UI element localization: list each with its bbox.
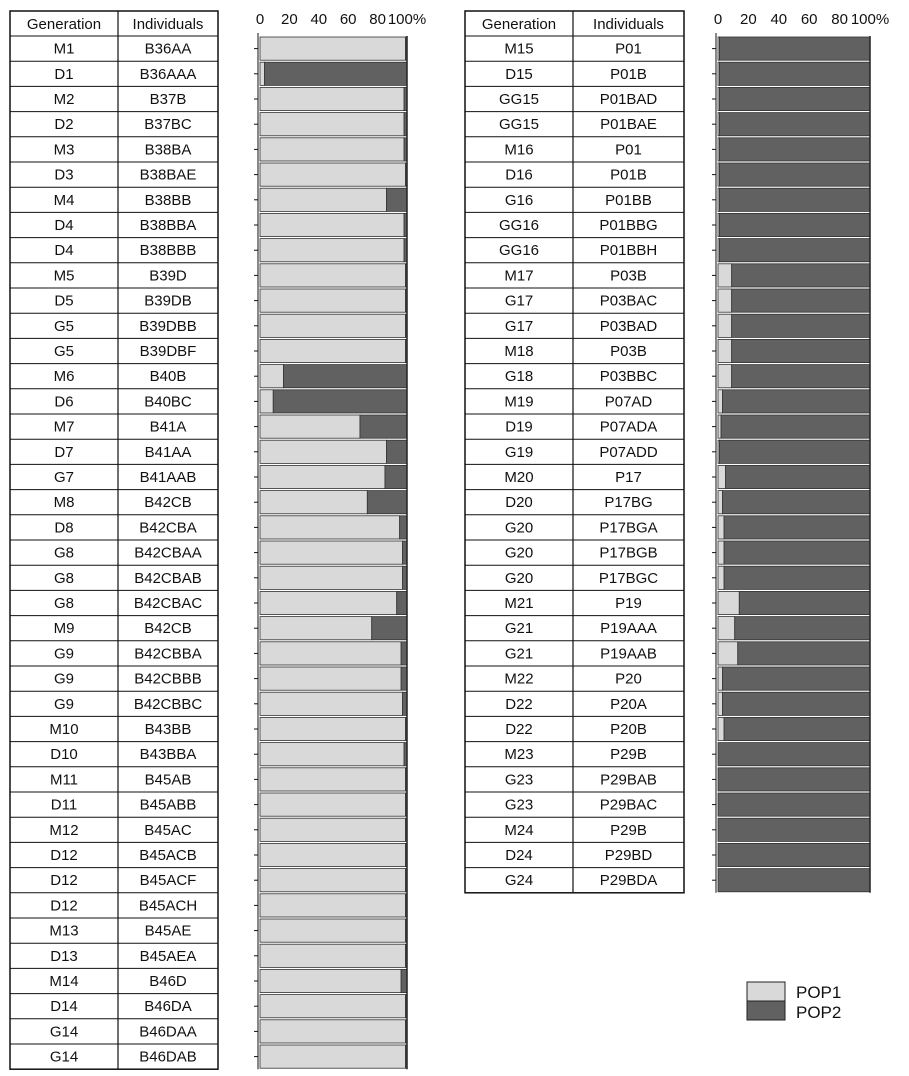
individual-cell: B46D [149,973,187,990]
bar-pop1 [718,667,723,690]
generation-cell: D10 [50,746,78,764]
individual-cell: P01BBH [599,242,658,260]
generation-cell: G5 [53,343,75,360]
header-individuals: Individuals [593,16,664,33]
generation-cell: G8 [53,595,75,612]
individual-cell: B39D [149,267,187,285]
bar-pop2 [723,692,870,715]
bar-pop1 [260,113,404,136]
individual-cell: P17 [615,469,642,486]
legend-label-pop1: POP1 [796,983,842,1002]
legend-label-pop2: POP2 [796,1003,842,1022]
bar-pop1 [718,465,726,488]
generation-cell: D12 [50,897,78,915]
individual-cell: P07ADD [599,443,658,461]
bar-pop2 [724,541,870,564]
bar-pop2 [724,566,870,589]
x-tick-label: 20 [740,11,757,28]
bar-pop2 [264,62,407,85]
generation-cell: M20 [504,469,534,486]
generation-cell: M3 [53,141,75,159]
generation-cell: G23 [504,771,534,789]
individual-cell: B38BB [144,191,192,209]
individual-cell: B45AB [144,771,192,789]
bar-pop2 [732,264,870,287]
generation-cell: M24 [504,821,534,839]
bar-pop1 [260,491,367,514]
generation-cell: D16 [505,166,533,184]
individual-cell: B45ACF [139,872,197,890]
individual-cell: B45ACB [139,847,197,864]
bar-pop1 [718,415,721,438]
legend-swatch-pop2 [747,1001,785,1020]
individual-cell: B46DA [144,998,192,1016]
generation-cell: M5 [53,267,75,285]
bar-pop2 [367,491,407,514]
bar-pop1 [260,163,406,186]
bar-pop1 [260,1020,406,1043]
bar-pop2 [720,440,870,463]
bar-pop1 [260,894,406,917]
generation-cell: G8 [53,569,75,587]
individual-cell: P03BAD [599,317,658,335]
individual-cell: P29BDA [599,872,658,890]
header-individuals: Individuals [132,16,204,33]
generation-cell: D12 [50,847,78,864]
individual-cell: P29BAB [600,771,657,789]
bar-pop2 [720,62,870,85]
bar-pop1 [260,843,406,866]
bar-pop1 [260,465,385,488]
bar-pop1 [260,415,360,438]
generation-cell: D19 [505,418,533,436]
individual-cell: B42CBBA [134,645,202,663]
generation-cell: G14 [49,1023,79,1041]
generation-cell: G20 [504,519,534,537]
generation-cell: D22 [505,721,533,738]
generation-cell: M4 [53,191,75,209]
bar-pop1 [260,188,386,211]
bar-pop2 [372,617,407,640]
generation-cell: GG16 [498,217,540,234]
bar-pop1 [260,566,403,589]
bar-pop2 [732,289,870,312]
x-tick-label: 80 [831,11,848,28]
bar-pop1 [260,87,404,110]
generation-cell: G20 [504,544,534,562]
generation-cell: G9 [53,670,75,688]
generation-cell: M7 [53,418,75,436]
generation-cell: D13 [50,947,78,965]
generation-cell: M14 [49,973,79,990]
bar-pop1 [260,944,406,967]
generation-cell: G9 [53,645,75,663]
bar-pop1 [260,62,264,85]
bar-pop1 [260,793,406,816]
individual-cell: P01BB [605,191,652,209]
generation-cell: D4 [54,242,74,260]
generation-cell: M23 [504,746,534,764]
individual-cell: B43BB [144,721,192,738]
individual-cell: P20 [615,670,642,688]
bar-pop1 [718,390,723,413]
bar-pop2 [720,37,870,60]
individual-cell: P01 [615,141,642,159]
generation-cell: D1 [54,65,74,83]
individual-cell: B42CBBC [133,695,203,713]
x-tick-label: 0 [713,11,723,28]
bar-pop2 [720,138,870,161]
bar-pop2 [732,314,870,337]
individual-cell: P01B [610,65,647,83]
generation-cell: D15 [505,65,533,83]
bar-pop1 [260,390,273,413]
individual-cell: B38BBA [139,217,197,234]
individual-cell: B45AC [144,821,192,839]
bar-pop2 [385,465,407,488]
bar-pop2 [723,390,870,413]
generation-cell: D14 [50,998,78,1016]
individual-cell: B46DAA [139,1023,197,1041]
bar-pop1 [718,314,732,337]
individual-cell: B42CBAB [134,569,202,587]
bar-pop2 [718,768,870,791]
bar-pop2 [721,415,870,438]
individual-cell: B45AEA [139,947,197,965]
generation-cell: D3 [54,166,74,184]
bar-pop1 [718,642,738,665]
generation-cell: M12 [49,821,79,839]
generation-cell: M19 [504,393,534,411]
bar-pop2 [718,818,870,841]
bar-pop2 [720,188,870,211]
bar-pop2 [284,365,407,388]
bar-pop2 [732,339,870,362]
individual-cell: P19AAB [600,645,657,663]
bar-pop1 [260,642,401,665]
bar-pop1 [260,314,406,337]
generation-cell: GG15 [498,116,540,134]
bar-pop2 [360,415,407,438]
bar-pop2 [732,365,870,388]
individual-cell: P29B [610,746,647,764]
header-generation: Generation [26,16,102,33]
generation-cell: G7 [53,469,75,486]
bar-pop2 [720,113,870,136]
legend [747,982,841,1022]
bar-pop1 [718,566,724,589]
x-tick-label: 0 [255,11,265,28]
generation-cell: D4 [54,217,74,234]
generation-cell: M8 [53,494,75,512]
generation-cell: G21 [504,645,534,663]
individual-cell: B41AA [144,443,192,461]
generation-cell: G17 [504,317,534,335]
individual-cell: B42CB [144,494,192,512]
individual-cell: B37BC [144,116,192,134]
bar-pop1 [260,617,372,640]
individual-cell: B45ACH [138,897,198,915]
generation-cell: M2 [53,91,75,108]
left-panel [10,11,426,1069]
individual-cell: B40B [149,368,187,386]
x-tick-label: 60 [800,11,818,28]
header-generation: Generation [481,16,557,33]
individual-cell: B42CB [144,620,192,638]
individual-cell: P29BD [604,847,653,864]
bar-pop2 [718,869,870,892]
individual-cell: B39DB [144,292,192,310]
bar-pop1 [260,239,404,262]
bar-pop1 [260,516,400,539]
generation-cell: G17 [504,292,534,310]
generation-cell: M16 [504,141,534,159]
generation-cell: GG15 [498,91,540,108]
individual-cell: P17BGC [598,569,659,587]
bar-pop1 [260,995,406,1018]
bar-pop2 [720,239,870,262]
generation-cell: D24 [505,847,533,864]
right-panel [465,11,889,893]
individual-cell: B46DAB [139,1048,197,1066]
bar-pop2 [400,516,407,539]
bar-pop1 [260,541,403,564]
x-tick-label: 40 [310,11,328,28]
individual-cell: B36AA [144,40,192,58]
individual-cell: P01 [615,40,642,58]
bar-pop1 [260,818,406,841]
individual-cell: B45ABB [139,796,197,814]
individual-cell: B38BA [144,141,192,159]
individual-cell: P03B [610,343,647,360]
individual-cell: P29B [610,821,647,839]
bar-pop1 [718,516,724,539]
bar-pop2 [739,591,870,614]
bar-pop1 [260,717,406,740]
generation-cell: M11 [49,771,79,789]
generation-cell: G23 [504,796,534,814]
generation-cell: D6 [54,393,74,411]
generation-cell: G20 [504,569,534,587]
bar-pop1 [718,339,732,362]
individual-cell: P17BGA [599,519,658,537]
generation-cell: G8 [53,544,75,562]
generation-cell: M6 [53,368,75,386]
bar-pop2 [720,163,870,186]
legend-swatch-pop1 [747,982,785,1001]
bar-pop2 [723,667,870,690]
x-tick-label: 80 [369,11,386,28]
bar-pop1 [718,289,732,312]
bar-pop1 [718,491,723,514]
bar-pop1 [718,692,723,715]
bar-pop2 [401,667,407,690]
x-tick-label: 100% [850,11,890,28]
generation-cell: M21 [504,595,534,612]
individual-cell: B43BBA [139,746,197,764]
bar-pop1 [260,1045,406,1068]
bar-pop1 [718,264,732,287]
individual-cell: B41A [149,418,187,436]
bar-pop2 [724,516,870,539]
bar-pop1 [260,440,386,463]
bar-pop1 [260,667,401,690]
generation-cell: M13 [49,922,79,940]
generation-cell: M10 [49,721,79,738]
bar-pop2 [738,642,870,665]
individual-cell: P03B [610,267,647,285]
bar-pop2 [397,591,407,614]
individual-cell: B38BBB [139,242,197,260]
generation-cell: G9 [53,695,75,713]
x-tick-label: 20 [281,11,298,28]
individual-cell: P03BBC [599,368,658,386]
generation-cell: D12 [50,872,78,890]
individual-cell: P17BGB [599,544,658,562]
generation-cell: M1 [53,40,75,58]
individual-cell: P01BBG [599,217,658,234]
bar-pop1 [260,365,284,388]
individual-cell: B39DBF [139,343,197,360]
generation-cell: D22 [505,695,533,713]
generation-cell: M17 [504,267,534,285]
bar-pop2 [718,793,870,816]
bar-pop1 [260,692,403,715]
individual-cell: B42CBBB [134,670,202,688]
individual-cell: B42CBAA [134,544,202,562]
individual-cell: P07AD [604,393,653,411]
bar-pop2 [718,843,870,866]
x-tick-label: 40 [770,11,788,28]
bar-pop1 [718,591,739,614]
bar-pop2 [386,440,407,463]
individual-cell: P20A [610,695,647,713]
generation-cell: G5 [53,317,75,335]
individual-cell: B41AAB [139,469,197,486]
bar-pop1 [260,743,404,766]
generation-cell: M22 [504,670,534,688]
generation-cell: G16 [504,191,534,209]
generation-cell: D11 [50,796,78,814]
individual-cell: P29BAC [599,796,658,814]
bar-pop1 [718,541,724,564]
individual-cell: B37B [149,91,187,108]
individual-cell: P07ADA [599,418,658,436]
individual-cell: P19 [615,595,642,612]
generation-cell: M18 [504,343,534,360]
individual-cell: P01BAD [599,91,658,108]
bar-pop1 [260,869,406,892]
individual-cell: B36AAA [139,65,197,83]
bar-pop1 [260,591,397,614]
generation-cell: M9 [53,620,75,638]
individual-cell: P17BG [604,494,653,512]
x-tick-label: 60 [339,11,357,28]
generation-cell: M15 [504,40,534,58]
generation-cell: G14 [49,1048,79,1066]
bar-pop1 [718,365,732,388]
bar-pop2 [724,717,870,740]
individual-cell: B42CBAC [133,595,203,612]
bar-pop2 [720,213,870,236]
generation-cell: G21 [504,620,534,638]
generation-cell: D20 [505,494,533,512]
individual-cell: P01B [610,166,647,184]
x-tick-label: 100% [387,11,427,28]
bar-pop2 [273,390,407,413]
bar-pop2 [726,465,870,488]
generation-cell: G19 [504,443,534,461]
individual-cell: P20B [610,721,647,738]
bar-pop1 [260,919,406,942]
individual-cell: B39DBB [139,317,197,335]
bar-pop1 [718,717,724,740]
individual-cell: B45AE [144,922,192,940]
individual-cell: B38BAE [139,166,197,184]
generation-cell: G24 [504,872,534,890]
bar-pop2 [401,969,407,992]
bar-pop2 [401,642,407,665]
generation-cell: G18 [504,368,534,386]
bar-pop2 [735,617,870,640]
individual-cell: P03BAC [599,292,658,310]
bar-pop1 [260,289,406,312]
generation-cell: D8 [54,519,74,537]
bar-pop2 [718,743,870,766]
individual-cell: B42CBA [139,519,197,537]
generation-cell: D5 [54,292,74,310]
individual-cell: B40BC [144,393,192,411]
bar-pop1 [260,138,404,161]
bar-pop2 [723,491,870,514]
bar-pop1 [260,768,406,791]
bar-pop1 [260,969,401,992]
bar-pop2 [386,188,407,211]
bar-pop1 [260,37,406,60]
generation-cell: D2 [54,116,74,134]
individual-cell: P19AAA [600,620,657,638]
bar-pop1 [718,617,735,640]
bar-pop1 [260,339,406,362]
bar-pop2 [720,87,870,110]
generation-cell: D7 [54,443,74,461]
individual-cell: P01BAE [600,116,657,134]
bar-pop1 [260,213,404,236]
bar-pop1 [260,264,406,287]
generation-cell: GG16 [498,242,540,260]
